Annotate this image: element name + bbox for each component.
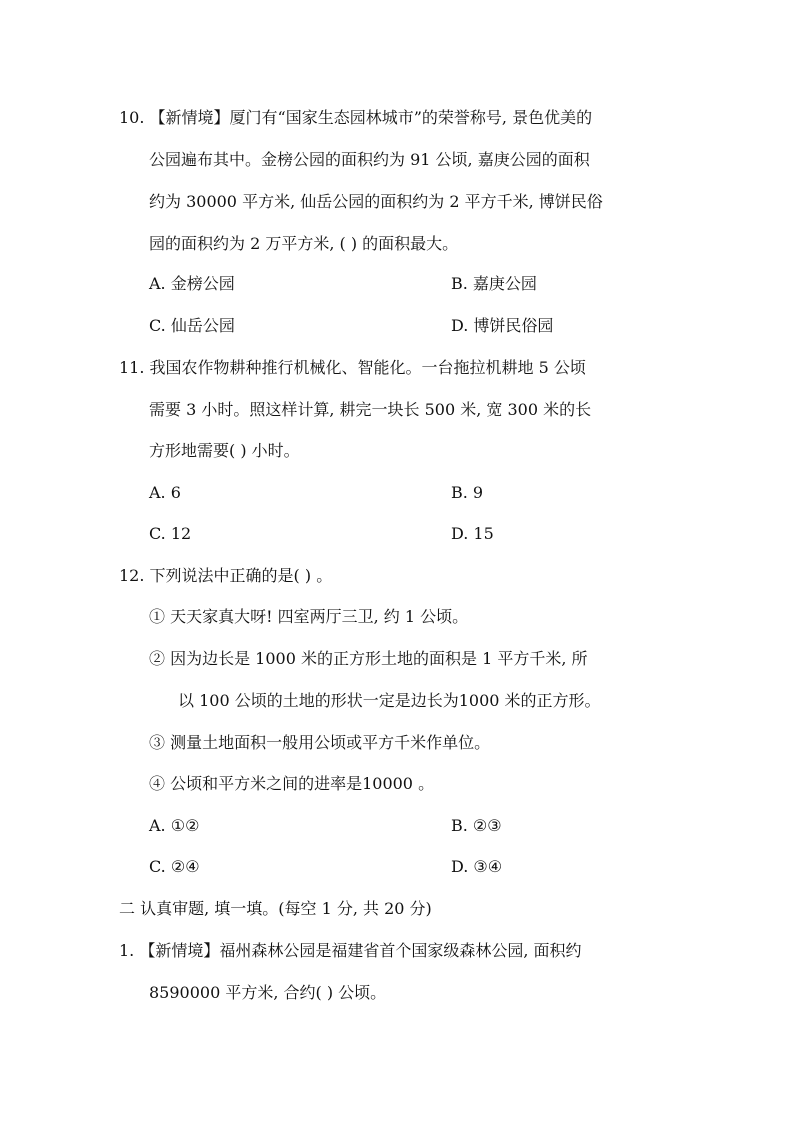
q10-line-2: 公园遍布其中。金榜公园的面积约为 91 公顷, 嘉庚公园的面积 xyxy=(149,150,590,169)
q10-option-d: D. 博饼民俗园 xyxy=(451,316,554,335)
q12-statement-3: ③ 测量土地面积一般用公顷或平方千米作单位。 xyxy=(149,733,491,752)
q12-statement-4: ④ 公顷和平方米之间的进率是10000 。 xyxy=(149,774,435,793)
section-2-title: 二 认真审题, 填一填。(每空 1 分, 共 20 分) xyxy=(119,899,432,918)
q12-option-b: B. ②③ xyxy=(451,816,502,835)
q12-statement-2-cont: 以 100 公顷的土地的形状一定是边长为1000 米的正方形。 xyxy=(178,691,601,710)
q11-line-2: 需要 3 小时。照这样计算, 耕完一块长 500 米, 宽 300 米的长 xyxy=(149,400,592,419)
q10-option-a: A. 金榜公园 xyxy=(149,274,235,293)
q11-option-b: B. 9 xyxy=(451,483,484,502)
q10-option-c: C. 仙岳公园 xyxy=(149,316,235,335)
q12-statement-2: ② 因为边长是 1000 米的正方形土地的面积是 1 平方千米, 所 xyxy=(149,649,588,668)
q10-option-b: B. 嘉庚公园 xyxy=(451,274,537,293)
q12-option-c: C. ②④ xyxy=(149,857,200,876)
q11-option-d: D. 15 xyxy=(451,524,494,543)
q10-line-1: 10. 【新情境】厦门有“国家生态园林城市”的荣誉称号, 景色优美的 xyxy=(119,108,593,127)
q12-statement-1: ① 天天家真大呀! 四室两厅三卫, 约 1 公顷。 xyxy=(149,607,469,626)
q10-line-3: 约为 30000 平方米, 仙岳公园的面积约为 2 平方千米, 博饼民俗 xyxy=(149,192,603,211)
q12-option-a: A. ①② xyxy=(149,816,200,835)
q11-option-c: C. 12 xyxy=(149,524,192,543)
s2q1-line-1: 1. 【新情境】福州森林公园是福建省首个国家级森林公园, 面积约 xyxy=(119,941,582,960)
q10-line-4: 园的面积约为 2 万平方米, ( ) 的面积最大。 xyxy=(149,234,459,253)
q11-line-1: 11. 我国农作物耕种推行机械化、智能化。一台拖拉机耕地 5 公顷 xyxy=(119,358,586,377)
q12-line-1: 12. 下列说法中正确的是( ) 。 xyxy=(119,566,333,585)
q11-option-a: A. 6 xyxy=(149,483,181,502)
s2q1-line-2: 8590000 平方米, 合约( ) 公顷。 xyxy=(149,983,387,1002)
q12-option-d: D. ③④ xyxy=(451,857,503,876)
q11-line-3: 方形地需要( ) 小时。 xyxy=(149,441,300,460)
